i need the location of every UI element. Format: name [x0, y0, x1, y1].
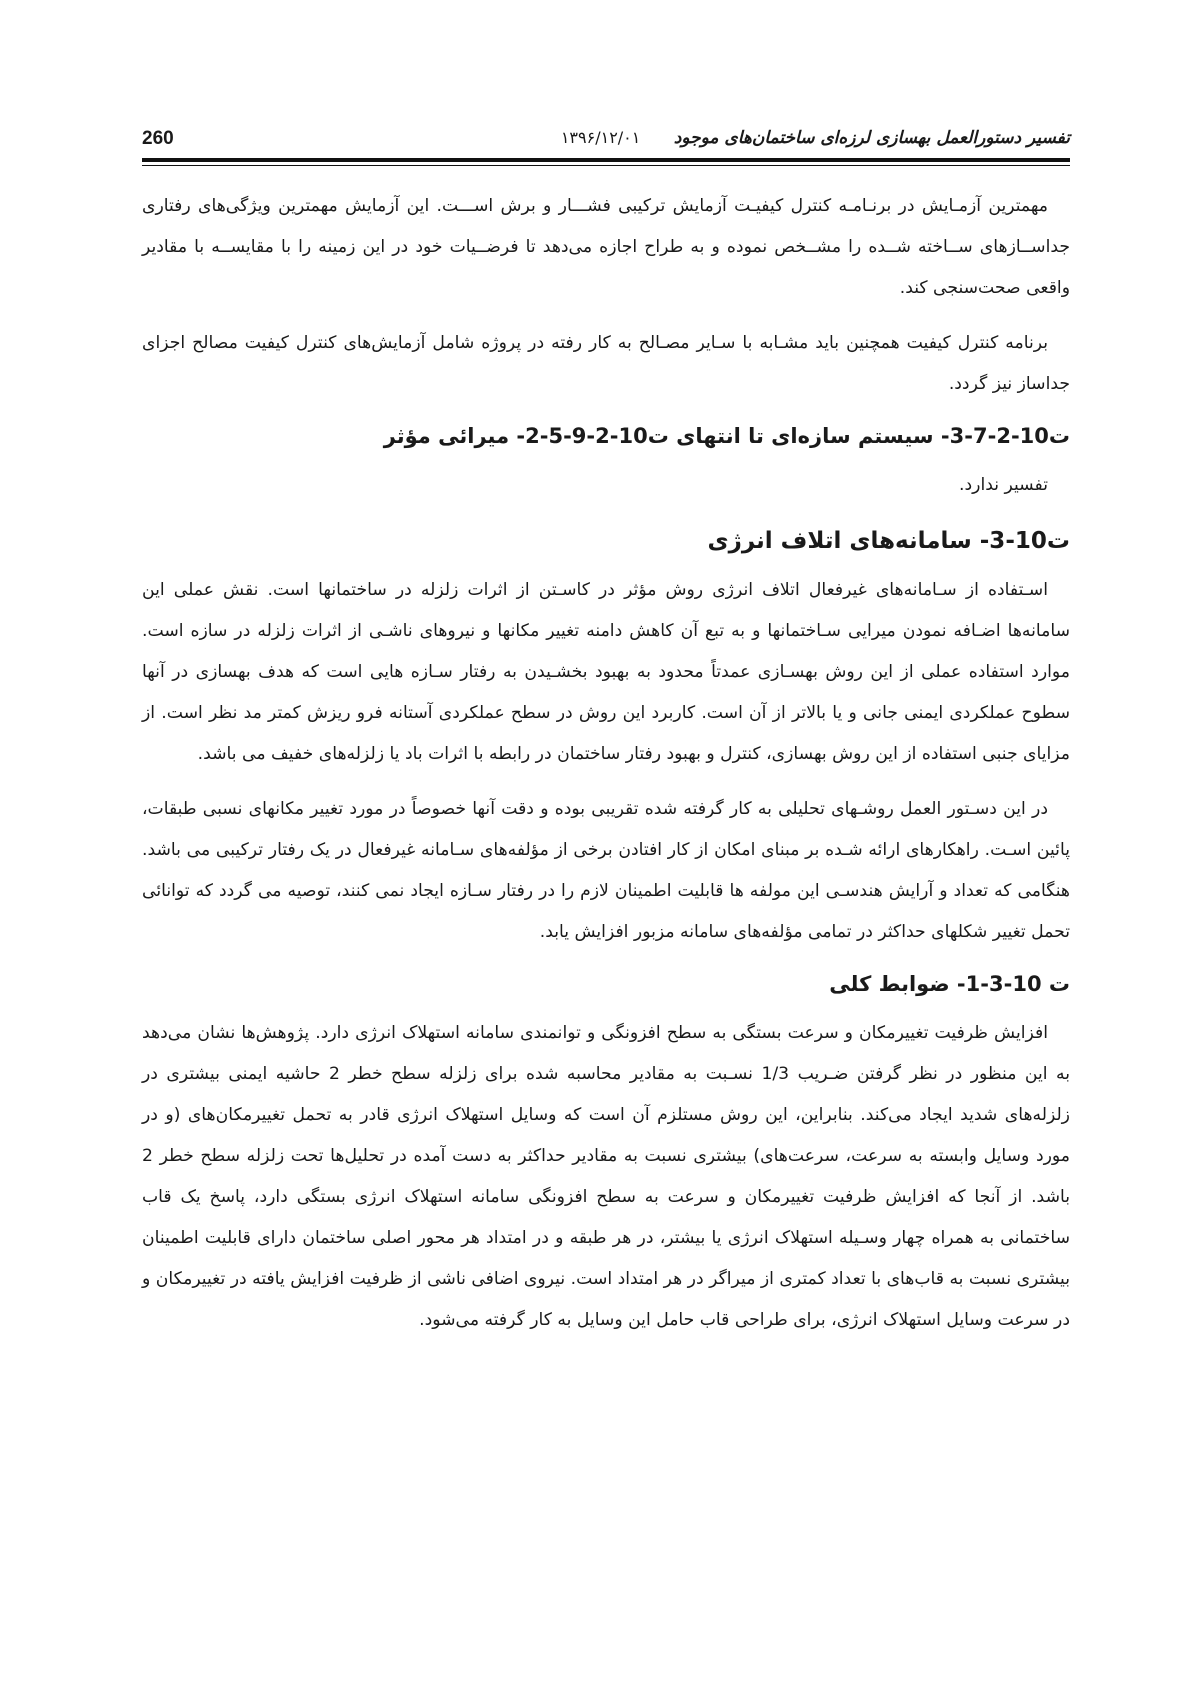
paragraph-no-commentary: تفسیر ندارد.: [959, 475, 1048, 495]
section-heading-energy-dissipation: ت10-3- سامانه‌های اتلاف انرژی: [707, 528, 1070, 554]
paragraph-analysis-methods: در این دسـتور العمل روشـهای تحلیلی به کار گرفته شده تقریبی بوده و دقت آنها خصوصاً در مورد تغییر مکانهای نسبی طبقات، پائین اسـت. راهکارهای ارائه شـده بر مبنای امکان از کار افتادن برخی از مؤلفه‌های سـامانه غیرفعال در یک رفتار ترکیبی می باشد. هنگامی که تعداد و آرایش هندسـی این مولفه ها قابلیت اطمینان لازم را در رفتار سـازه ایجاد نمی کنند، توصیه می گردد که توانائی تحمل تغییر شکلهای حداکثر در تمامی مؤلفه‌های سامانه مزبور افزایش یابد.: [142, 799, 1070, 942]
running-title: تفسیر دستورالعمل بهسازی لرزه‌ای ساختمان‌های موجود: [673, 128, 1070, 148]
paragraph-quality-test: مهمترین آزمـایش در برنـامـه کنترل کیفیـت آزمایش ترکیبی فشـــار و برش اســـت. این آزمایش مهمترین ویژگی‌های رفتاری جداســازهای ســاخته شــده را مشــخص نموده و به طراح اجازه می‌دهد تا فرضــیات خود در این زمینه را با مقایســه با مقادیر واقعی صحت‌سنجی کند.: [142, 196, 1070, 298]
section-heading-general-provisions: ت 10-3-1- ضوابط کلی: [829, 972, 1070, 996]
header-rule-thin: [142, 165, 1070, 166]
section-heading-effective-damping: ت10-2-7-3- سیستم سازه‌ای تا انتهای ت10-2-9-5-2- میرائی مؤثر: [383, 424, 1070, 448]
page-body: [142, 186, 1070, 1355]
paragraph-quality-program: برنامه کنترل کیفیت همچنین باید مشـابه با سـایر مصـالح به کار رفته در پروژه شامل آزمایش‌های کنترل کیفیت مصالح اجزای جداساز نیز گردد.: [142, 333, 1070, 394]
paragraph-passive-systems: اسـتفاده از سـامانه‌های غیرفعال اتلاف انرژی روش مؤثر در کاسـتن از اثرات زلزله در ساختمانها است. نقش عملی این سامانه‌ها اضـافه نمودن میرایی سـاختمانها و به تبع آن کاهش دامنه تغییر مکانها و نیروهای ناشـی از اثرات زلزله در سازه است. موارد استفاده عملی از این روش بهسـازی عمدتاً محدود به بهبود بخشـیدن به رفتار سـازه هایی است که هدف بهسازی در آنها سطوح عملکردی ایمنی جانی و یا بالاتر از آن است. کاربرد این روش در سطح عملکردی آستانه فرو ریزش کمتر مد نظر است. از مزایای جنبی استفاده از این روش بهسازی، کنترل و بهبود رفتار ساختمان در رابطه با اثرات باد یا زلزله‌های خفیف می باشد.: [142, 580, 1070, 764]
header-rule-thick: [142, 158, 1070, 162]
header-right: [561, 128, 1070, 148]
page-number: 260: [142, 128, 174, 149]
header-date: ۱۳۹۶/۱۲/۰۱: [560, 128, 641, 147]
paragraph-capacity-increase: افزایش ظرفیت تغییرمکان و سرعت بستگی به سطح افزونگی و توانمندی سامانه استهلاک انرژی دارد. پژوهش‌ها نشان می‌دهد به این منظور در نظر گرفتن ضـریب 1/3 نسـبت به مقادیر محاسبه شده برای زلزله سطح خطر 2 حاشیه ایمنی بیشتری در زلزله‌های شدید ایجاد می‌کند. بنابراین، این روش مستلزم آن است که وسایل استهلاک انرژی قادر به تحمل تغییرمکان‌های (و در مورد وسایل وابسته به سرعت، سرعت‌های) بیشتری نسبت به مقادیر حداکثر به دست آمده در تحلیل‌ها تحت زلزله سطح خطر 2 باشد. از آنجا که افزایش ظرفیت تغییرمکان و سرعت به سطح افزونگی سامانه استهلاک انرژی بستگی دارد، پاسخ یک قاب ساختمانی به همراه چهار وسـیله استهلاک انرژی یا بیشتر، در هر طبقه و در امتداد هر محور اصلی ساختمان دارای قابلیت اطمینان بیشتری نسبت به قاب‌های با تعداد کمتری از میراگر در هر امتداد است. نیروی اضافی ناشی از ظرفیت افزایش یافته در تغییرمکان و در سرعت وسایل استهلاک انرژی، برای طراحی قاب حامل این وسایل به کار گرفته می‌شود.: [142, 1023, 1070, 1330]
page-header: [142, 124, 1070, 158]
